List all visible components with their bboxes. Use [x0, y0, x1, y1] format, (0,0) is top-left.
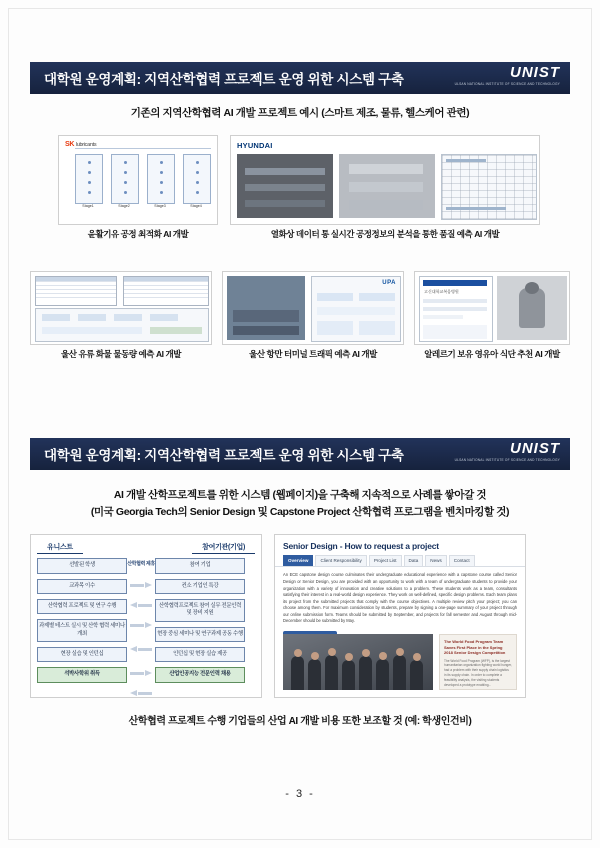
slide-2-footnote: 산학협력 프로젝트 수행 기업들의 산업 AI 개발 비용 또한 보조할 것 (예: 학생인건비) — [128, 716, 472, 728]
slide-1 — [30, 62, 570, 371]
unist-logo-text: UNIST — [510, 64, 560, 81]
news-headline: The World Food Program Team Saves First Place in the Spring 2018 Senior Design Competition — [444, 639, 506, 656]
figure-hyundai-caption: 열화상 데이터 통 실시간 공정정보의 분석을 통한 품질 예측 AI 개발 — [270, 229, 500, 240]
web-tab-bar[interactable] — [275, 555, 525, 567]
figure-allergy-diet-image — [414, 271, 570, 345]
thermal-photo-2 — [339, 154, 435, 218]
flow-node-left-6: 석박사학위 취득 — [37, 667, 127, 682]
robot-photo — [497, 276, 567, 340]
slide-1-title-bar — [30, 62, 570, 94]
figure-ulsan-oil — [30, 271, 212, 360]
team-photo — [283, 634, 433, 690]
flow-header-right: 참여기관(기업) — [192, 541, 255, 554]
figure-sk-lubricants — [58, 135, 218, 240]
oil-model-diagram — [35, 308, 209, 342]
thermal-photo-1 — [237, 154, 333, 218]
slide-2 — [30, 438, 570, 727]
figure-ulsan-terminal-image — [222, 271, 404, 345]
flow-arrow-3 — [130, 622, 152, 629]
figure-row-1 — [30, 135, 570, 253]
unist-logo — [455, 65, 560, 86]
tab-news[interactable]: News — [425, 555, 447, 566]
figure-ulsan-terminal — [222, 271, 404, 360]
georgia-tech-webpage[interactable] — [274, 534, 526, 698]
flow-column-left — [37, 558, 127, 682]
figure-ulsan-oil-caption: 울산 유류 화물 물동량 예측 AI 개발 — [61, 349, 181, 360]
figure-hyundai — [230, 135, 540, 240]
stage-label-4: Stage4 — [190, 204, 202, 209]
figure-ulsan-terminal-caption: 울산 항만 터미널 트래픽 예측 AI 개발 — [249, 349, 377, 360]
flow-node-right-2: 컨소 기업인 특강 — [155, 579, 245, 594]
terminal-photo — [227, 276, 305, 340]
news-body: The World Food Program (WFP), is the largest humanitarian organization fighting world hunger, had a problem with their supply chain logistics in its supply chain. In order to complete a feasibility analysis, the visiting students developed a prototype enabling... — [444, 658, 512, 687]
collaboration-flow-diagram — [30, 534, 262, 698]
flow-node-left-5: 현장 실습 및 인턴십 — [37, 647, 127, 662]
flow-arrow-5 — [130, 670, 152, 677]
upa-logo: UPA — [382, 280, 396, 287]
thermal-analysis-panel — [441, 154, 537, 220]
tab-contact[interactable]: Contact — [449, 555, 475, 566]
flow-arrow-2 — [130, 602, 152, 609]
unist-logo-subtext-2: ULSAN NATIONAL INSTITUTE OF SCIENCE AND TECHNOLOGY — [454, 458, 560, 462]
slide-2-subtitle-line-1: AI 개발 산학프로젝트를 위한 시스템 (웹페이지)을 구축해 지속적으로 사례를 쌓아갈 것 — [113, 489, 487, 501]
sk-lubricants-logo: SK lubricants — [65, 141, 97, 149]
figure-sk-lubricants-caption: 윤활기유 공정 최적화 AI 개발 — [87, 229, 189, 240]
news-sidebar — [439, 634, 517, 690]
flow-node-right-6: 산업인공지능 전문인력 채용 — [155, 667, 245, 682]
flow-node-left-4: 과제별 테스트 실시 및 산학 협력 세미나 개최 — [37, 619, 127, 642]
network-stage-3 — [147, 154, 175, 204]
flow-arrow-4 — [130, 646, 152, 653]
flow-arrow-6 — [130, 690, 152, 697]
flow-node-left-2: 교과목 이수 — [37, 579, 127, 594]
tab-client-responsibility[interactable]: Client Responsibility — [315, 555, 366, 566]
slide-1-subtitle: 기존의 지역산학협력 AI 개발 프로젝트 예시 (스마트 제조, 물류, 헬스케어 관련) — [130, 107, 470, 119]
tab-data[interactable]: Data — [404, 555, 424, 566]
hospital-name: 고신대학교복음병원 — [424, 289, 459, 295]
figure-allergy-diet — [414, 271, 570, 360]
figure-row-2 — [30, 271, 570, 371]
figure-hyundai-image — [230, 135, 540, 225]
hyundai-logo: HYUNDAI — [237, 141, 273, 151]
terminal-dashboard — [311, 276, 401, 342]
slide-2-title: 대학원 운영계획: 지역산학협력 프로젝트 운영 위한 시스템 구축 — [44, 448, 404, 463]
flow-node-right-5: 인턴십 및 현장 실습 제공 — [155, 647, 245, 662]
hospital-info-panel — [419, 276, 493, 342]
tab-project-list[interactable]: Project List — [369, 555, 402, 566]
flow-header-left: 유니스트 — [37, 541, 83, 554]
slide-2-content — [30, 534, 570, 704]
flow-middle-arrows — [127, 558, 155, 682]
web-body-paragraph: An ECE capstone design course culminates their undergraduate educational experience with a capstone course called Senior Design or Senior Design, you are provided with an opportunity to work with a team of undergraduate students to provide your organization with a variety of innovation and creative solutions to a problem. These students work as a team, consultants satisfying their interest in a real-world design experience. They work on well-defined, specific design problems. Each team plans its project from the submitted projects that comply with the course objectives. A multiple review pitch your project; you can choose among them. For maximum consideration by students, prepare by signing a one-page summary of your project through our online submission form. Teams should be submitted by September, and projects for fall semester and August through mid-December should be submitted by May. — [283, 572, 517, 624]
flow-node-right-3: 산학협력프로젝트 참여 실무 전문인력 및 장비 지원 — [155, 599, 245, 622]
flow-column-right — [155, 558, 245, 682]
flow-node-right-1: 참여 기업 — [155, 558, 245, 573]
flow-middle-label: 산학협력 제휴 — [127, 561, 155, 568]
oil-data-table — [35, 276, 117, 306]
unist-logo-2 — [455, 441, 560, 462]
network-stage-2 — [111, 154, 139, 204]
figure-ulsan-oil-image — [30, 271, 212, 345]
flow-body — [37, 558, 255, 682]
stage-label-1: Stage1 — [82, 204, 94, 209]
slide-2-subtitle-line-2: (미국 Georgia Tech의 Senior Design 및 Capstone Project 산학협력 프로그램을 벤치마킹할 것) — [90, 506, 510, 519]
figure-sk-lubricants-image — [58, 135, 218, 225]
web-page-title: Senior Design - How to request a project — [283, 541, 439, 552]
network-stage-4 — [183, 154, 211, 204]
unist-logo-subtext: ULSAN NATIONAL INSTITUTE OF SCIENCE AND TECHNOLOGY — [454, 82, 560, 86]
figure-allergy-diet-caption: 알레르기 보유 영유아 식단 추천 AI 개발 — [424, 349, 560, 360]
slide-2-title-bar — [30, 438, 570, 470]
flow-node-left-3: 산학협력 프로젝트 및 연구 수행 — [37, 599, 127, 614]
oil-data-table-2 — [123, 276, 209, 306]
tab-overview[interactable]: Overview — [283, 555, 313, 566]
flow-node-left-1: 선발된 학생 — [37, 558, 127, 573]
stage-label-2: Stage2 — [118, 204, 130, 209]
network-stage-1 — [75, 154, 103, 204]
flow-headers — [37, 541, 255, 554]
slide-1-title: 대학원 운영계획: 지역산학협력 프로젝트 운영 위한 시스템 구축 — [44, 72, 404, 87]
flow-node-right-4: 현장 중심 세미나 및 연구과제 공동 수행 — [155, 627, 245, 642]
page-number: - 3 - — [285, 788, 315, 800]
unist-logo-text-2: UNIST — [510, 440, 560, 457]
flow-arrow-1 — [130, 582, 152, 589]
stage-label-3: Stage3 — [154, 204, 166, 209]
